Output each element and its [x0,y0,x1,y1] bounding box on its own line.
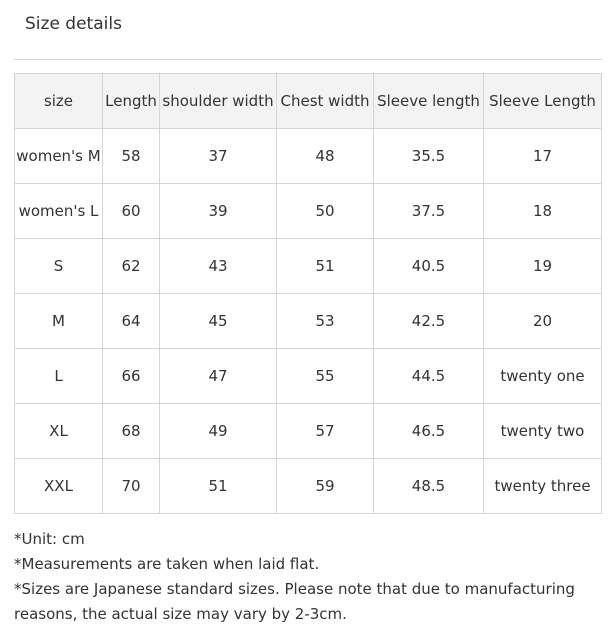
table-cell: 48.5 [374,459,484,514]
table-cell: twenty three [484,459,602,514]
table-cell: 48 [277,129,374,184]
table-cell: 35.5 [374,129,484,184]
table-cell: 17 [484,129,602,184]
table-header-row [15,74,602,129]
table-cell: 57 [277,404,374,459]
table-cell: 42.5 [374,294,484,349]
table-cell: S [15,239,103,294]
table-cell: 19 [484,239,602,294]
table-cell: 62 [103,239,160,294]
table-cell: 49 [160,404,277,459]
table-cell: 58 [103,129,160,184]
table-cell: 40.5 [374,239,484,294]
table-cell: 51 [277,239,374,294]
table-cell: 43 [160,239,277,294]
table-cell: 55 [277,349,374,404]
table-cell: 37 [160,129,277,184]
table-cell: 20 [484,294,602,349]
table-cell: 45 [160,294,277,349]
table-row [15,239,602,294]
note-sizes: *Sizes are Japanese standard sizes. Please note that due to manufacturing reasons, the actual size may vary by 2-3cm. [14,580,575,623]
table-row [15,459,602,514]
table-cell: 39 [160,184,277,239]
column-header-sleeve-length-2: Sleeve Length [484,74,602,129]
table-row [15,129,602,184]
table-cell: 50 [277,184,374,239]
table-cell: 59 [277,459,374,514]
column-header-chest-width: Chest width [277,74,374,129]
table-cell: 46.5 [374,404,484,459]
table-row [15,294,602,349]
title-divider [14,59,602,60]
table-row [15,184,602,239]
table-cell: 68 [103,404,160,459]
page-title: Size details [25,14,122,34]
table-cell: 64 [103,294,160,349]
table-cell: 70 [103,459,160,514]
table-cell: 60 [103,184,160,239]
column-header-shoulder-width: shoulder width [160,74,277,129]
table-cell: XL [15,404,103,459]
table-cell: 47 [160,349,277,404]
table-cell: 37.5 [374,184,484,239]
table-cell: L [15,349,103,404]
table-cell: twenty one [484,349,602,404]
table-cell: 66 [103,349,160,404]
table-row [15,404,602,459]
table-cell: women's M [15,129,103,184]
table-row [15,349,602,404]
column-header-size: size [15,74,103,129]
table-cell: M [15,294,103,349]
table-cell: 18 [484,184,602,239]
size-notes [14,527,604,627]
table-cell: 53 [277,294,374,349]
table-cell: twenty two [484,404,602,459]
table-cell: 51 [160,459,277,514]
column-header-sleeve-length: Sleeve length [374,74,484,129]
size-table [14,73,602,514]
column-header-length: Length [103,74,160,129]
table-cell: women's L [15,184,103,239]
note-measurement: *Measurements are taken when laid flat. [14,555,320,573]
table-cell: XXL [15,459,103,514]
table-cell: 44.5 [374,349,484,404]
note-unit: *Unit: cm [14,530,85,548]
